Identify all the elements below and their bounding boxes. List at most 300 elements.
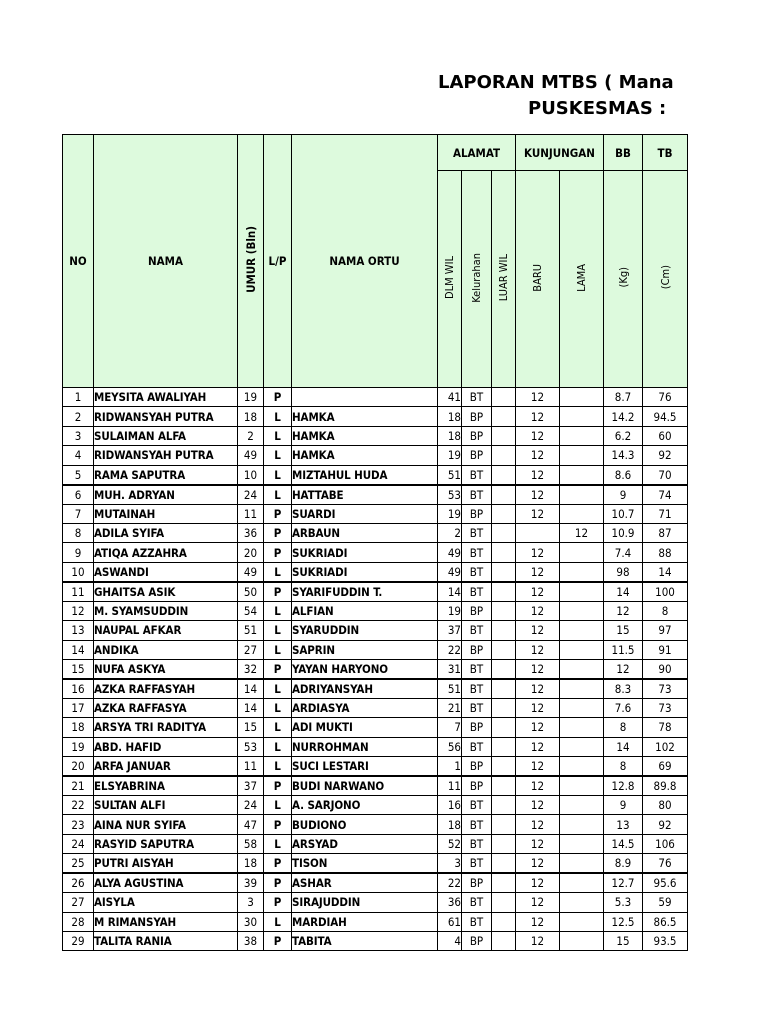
cell-umur: 19 <box>238 388 264 407</box>
cell-baru: 12 <box>516 465 560 485</box>
cell-nama-ortu: YAYAN HARYONO <box>292 659 438 679</box>
cell-kelurahan: BP <box>462 407 492 426</box>
cell-kelurahan: BT <box>462 815 492 834</box>
col-header-bb: BB <box>604 135 643 171</box>
table-row <box>63 932 688 951</box>
cell-baru: 12 <box>516 640 560 659</box>
cell-dlm-wil: 21 <box>438 698 462 717</box>
cell-kelurahan: BT <box>462 621 492 640</box>
cell-no: 25 <box>63 854 94 874</box>
cell-no: 2 <box>63 407 94 426</box>
cell-dlm-wil: 36 <box>438 893 462 912</box>
cell-umur: 15 <box>238 718 264 737</box>
cell-tb: 91 <box>643 640 688 659</box>
cell-nama: ARFA JANUAR <box>94 757 238 777</box>
cell-luar-wil <box>492 796 516 815</box>
col-header-umur-label: UMUR (Bln) <box>243 226 258 293</box>
cell-nama-ortu: SUARDI <box>292 504 438 523</box>
cell-nama: RIDWANSYAH PUTRA <box>94 407 238 426</box>
cell-nama-ortu: MARDIAH <box>292 912 438 931</box>
cell-nama: SULTAN ALFI <box>94 796 238 815</box>
cell-lama <box>560 698 604 717</box>
cell-nama: GHAITSA ASIK <box>94 582 238 602</box>
cell-lama <box>560 912 604 931</box>
cell-lp: L <box>264 718 292 737</box>
cell-umur: 49 <box>238 562 264 582</box>
cell-dlm-wil: 18 <box>438 407 462 426</box>
cell-tb: 78 <box>643 718 688 737</box>
cell-lama <box>560 893 604 912</box>
col-header-bb-unit <box>604 171 643 388</box>
cell-tb: 76 <box>643 388 688 407</box>
cell-bb: 12.7 <box>604 873 643 893</box>
cell-bb: 98 <box>604 562 643 582</box>
cell-luar-wil <box>492 562 516 582</box>
cell-kelurahan: BT <box>462 543 492 562</box>
cell-no: 27 <box>63 893 94 912</box>
cell-dlm-wil: 31 <box>438 659 462 679</box>
col-header-kelurahan <box>462 171 492 388</box>
cell-nama-ortu: A. SARJONO <box>292 796 438 815</box>
cell-dlm-wil: 7 <box>438 718 462 737</box>
cell-lama <box>560 834 604 853</box>
cell-dlm-wil: 18 <box>438 815 462 834</box>
cell-lp: L <box>264 640 292 659</box>
cell-umur: 11 <box>238 504 264 523</box>
cell-lp: L <box>264 796 292 815</box>
cell-lp: P <box>264 543 292 562</box>
cell-bb: 10.7 <box>604 504 643 523</box>
cell-no: 5 <box>63 465 94 485</box>
cell-nama-ortu: ARSYAD <box>292 834 438 853</box>
cell-tb: 102 <box>643 737 688 756</box>
cell-lama <box>560 426 604 445</box>
cell-bb: 12 <box>604 601 643 620</box>
cell-no: 17 <box>63 698 94 717</box>
cell-kelurahan: BT <box>462 465 492 485</box>
cell-bb: 14.5 <box>604 834 643 853</box>
cell-tb: 70 <box>643 465 688 485</box>
cell-nama: ANDIKA <box>94 640 238 659</box>
cell-tb: 100 <box>643 582 688 602</box>
cell-baru: 12 <box>516 834 560 853</box>
cell-luar-wil <box>492 834 516 853</box>
table-body <box>63 388 688 951</box>
cell-nama: MUH. ADRYAN <box>94 485 238 505</box>
cell-no: 16 <box>63 679 94 699</box>
col-header-dlm-wil <box>438 171 462 388</box>
cell-bb: 8 <box>604 718 643 737</box>
cell-nama-ortu: ARBAUN <box>292 523 438 542</box>
cell-nama: ADILA SYIFA <box>94 523 238 542</box>
col-header-bb-unit-label: (Kg) <box>616 267 630 288</box>
cell-tb: 89.8 <box>643 776 688 796</box>
cell-lama <box>560 737 604 756</box>
cell-umur: 10 <box>238 465 264 485</box>
cell-no: 11 <box>63 582 94 602</box>
cell-no: 22 <box>63 796 94 815</box>
cell-nama-ortu: SYARUDDIN <box>292 621 438 640</box>
cell-nama: RIDWANSYAH PUTRA <box>94 446 238 465</box>
cell-bb: 5.3 <box>604 893 643 912</box>
cell-no: 23 <box>63 815 94 834</box>
cell-umur: 49 <box>238 446 264 465</box>
cell-baru: 12 <box>516 659 560 679</box>
cell-no: 12 <box>63 601 94 620</box>
cell-nama-ortu: BUDIONO <box>292 815 438 834</box>
cell-dlm-wil: 41 <box>438 388 462 407</box>
table-row <box>63 426 688 445</box>
cell-luar-wil <box>492 504 516 523</box>
cell-tb: 76 <box>643 854 688 874</box>
cell-umur: 58 <box>238 834 264 853</box>
cell-kelurahan: BT <box>462 893 492 912</box>
cell-lama <box>560 815 604 834</box>
cell-nama-ortu: SUKRIADI <box>292 562 438 582</box>
cell-baru: 12 <box>516 718 560 737</box>
table-row <box>63 562 688 582</box>
cell-tb: 87 <box>643 523 688 542</box>
table-row <box>63 815 688 834</box>
cell-nama: ABD. HAFID <box>94 737 238 756</box>
cell-no: 29 <box>63 932 94 951</box>
cell-bb: 8.6 <box>604 465 643 485</box>
cell-baru: 12 <box>516 932 560 951</box>
cell-baru: 12 <box>516 562 560 582</box>
cell-luar-wil <box>492 718 516 737</box>
cell-umur: 38 <box>238 932 264 951</box>
cell-lama <box>560 465 604 485</box>
cell-bb: 8.9 <box>604 854 643 874</box>
cell-luar-wil <box>492 407 516 426</box>
table-row <box>63 796 688 815</box>
cell-lama <box>560 621 604 640</box>
cell-baru: 12 <box>516 912 560 931</box>
cell-baru: 12 <box>516 757 560 777</box>
cell-umur: 51 <box>238 621 264 640</box>
cell-luar-wil <box>492 932 516 951</box>
cell-dlm-wil: 19 <box>438 504 462 523</box>
cell-bb: 9 <box>604 485 643 505</box>
cell-bb: 11.5 <box>604 640 643 659</box>
cell-dlm-wil: 16 <box>438 796 462 815</box>
cell-lp: P <box>264 504 292 523</box>
table-row <box>63 679 688 699</box>
cell-lp: L <box>264 446 292 465</box>
cell-kelurahan: BP <box>462 601 492 620</box>
cell-kelurahan: BP <box>462 873 492 893</box>
cell-umur: 14 <box>238 679 264 699</box>
cell-tb: 73 <box>643 679 688 699</box>
cell-no: 9 <box>63 543 94 562</box>
cell-tb: 97 <box>643 621 688 640</box>
cell-nama-ortu: SUCI LESTARI <box>292 757 438 777</box>
cell-bb: 9 <box>604 796 643 815</box>
cell-umur: 37 <box>238 776 264 796</box>
cell-luar-wil <box>492 698 516 717</box>
cell-lama <box>560 873 604 893</box>
cell-nama-ortu: NURROHMAN <box>292 737 438 756</box>
cell-no: 24 <box>63 834 94 853</box>
cell-umur: 3 <box>238 893 264 912</box>
table-row <box>63 465 688 485</box>
cell-dlm-wil: 56 <box>438 737 462 756</box>
cell-baru: 12 <box>516 446 560 465</box>
cell-nama: ELSYABRINA <box>94 776 238 796</box>
cell-lama <box>560 776 604 796</box>
cell-bb: 10.9 <box>604 523 643 542</box>
col-header-kelurahan-label: Kelurahan <box>470 252 483 303</box>
cell-kelurahan: BT <box>462 698 492 717</box>
cell-lp: P <box>264 523 292 542</box>
cell-lp: L <box>264 698 292 717</box>
cell-bb: 12.8 <box>604 776 643 796</box>
cell-lama <box>560 854 604 874</box>
cell-dlm-wil: 2 <box>438 523 462 542</box>
cell-nama-ortu: HAMKA <box>292 446 438 465</box>
cell-dlm-wil: 3 <box>438 854 462 874</box>
col-header-dlm-wil-label: DLM WIL <box>443 255 456 300</box>
report-title: LAPORAN MTBS ( Mana <box>438 72 674 93</box>
cell-tb: 60 <box>643 426 688 445</box>
cell-nama-ortu: SUKRIADI <box>292 543 438 562</box>
cell-bb: 14.3 <box>604 446 643 465</box>
cell-lp: P <box>264 776 292 796</box>
cell-kelurahan: BT <box>462 582 492 602</box>
table-row <box>63 582 688 602</box>
table-row <box>63 757 688 777</box>
cell-baru: 12 <box>516 504 560 523</box>
cell-baru: 12 <box>516 601 560 620</box>
cell-bb: 7.6 <box>604 698 643 717</box>
cell-nama: RASYID SAPUTRA <box>94 834 238 853</box>
cell-baru: 12 <box>516 737 560 756</box>
table-row <box>63 485 688 505</box>
cell-no: 13 <box>63 621 94 640</box>
table-row <box>63 504 688 523</box>
mtbs-report-table <box>62 134 688 951</box>
cell-nama: AZKA RAFFASYA <box>94 698 238 717</box>
cell-lama <box>560 562 604 582</box>
cell-lama <box>560 640 604 659</box>
cell-bb: 13 <box>604 815 643 834</box>
cell-nama: MUTAINAH <box>94 504 238 523</box>
cell-lama: 12 <box>560 523 604 542</box>
cell-umur: 36 <box>238 523 264 542</box>
cell-no: 10 <box>63 562 94 582</box>
cell-no: 28 <box>63 912 94 931</box>
cell-tb: 80 <box>643 796 688 815</box>
cell-lp: L <box>264 465 292 485</box>
cell-lp: L <box>264 621 292 640</box>
cell-bb: 7.4 <box>604 543 643 562</box>
cell-nama: AISYLA <box>94 893 238 912</box>
cell-no: 7 <box>63 504 94 523</box>
cell-nama-ortu: ARDIASYA <box>292 698 438 717</box>
cell-no: 1 <box>63 388 94 407</box>
cell-nama: RAMA SAPUTRA <box>94 465 238 485</box>
cell-bb: 14 <box>604 582 643 602</box>
cell-baru: 12 <box>516 485 560 505</box>
cell-baru: 12 <box>516 621 560 640</box>
cell-tb: 95.6 <box>643 873 688 893</box>
cell-kelurahan: BP <box>462 757 492 777</box>
cell-lama <box>560 718 604 737</box>
cell-luar-wil <box>492 582 516 602</box>
cell-bb: 15 <box>604 932 643 951</box>
cell-umur: 53 <box>238 737 264 756</box>
cell-nama-ortu: ADI MUKTI <box>292 718 438 737</box>
cell-luar-wil <box>492 737 516 756</box>
cell-kelurahan: BT <box>462 523 492 542</box>
cell-nama-ortu: SIRAJUDDIN <box>292 893 438 912</box>
cell-kelurahan: BT <box>462 796 492 815</box>
cell-lp: L <box>264 485 292 505</box>
cell-nama: ALYA AGUSTINA <box>94 873 238 893</box>
cell-luar-wil <box>492 815 516 834</box>
cell-lp: P <box>264 854 292 874</box>
cell-no: 21 <box>63 776 94 796</box>
cell-nama: M RIMANSYAH <box>94 912 238 931</box>
cell-dlm-wil: 19 <box>438 446 462 465</box>
col-header-lama <box>560 171 604 388</box>
cell-nama-ortu: ADRIYANSYAH <box>292 679 438 699</box>
cell-lp: P <box>264 388 292 407</box>
cell-bb: 8.7 <box>604 388 643 407</box>
cell-baru: 12 <box>516 679 560 699</box>
cell-no: 4 <box>63 446 94 465</box>
table-row <box>63 834 688 853</box>
cell-tb: 106 <box>643 834 688 853</box>
cell-nama: NUFA ASKYA <box>94 659 238 679</box>
cell-kelurahan: BP <box>462 718 492 737</box>
cell-dlm-wil: 18 <box>438 426 462 445</box>
cell-no: 18 <box>63 718 94 737</box>
cell-umur: 18 <box>238 854 264 874</box>
cell-nama: PUTRI AISYAH <box>94 854 238 874</box>
table-row <box>63 621 688 640</box>
cell-kelurahan: BP <box>462 776 492 796</box>
cell-kelurahan: BT <box>462 834 492 853</box>
cell-dlm-wil: 1 <box>438 757 462 777</box>
cell-lama <box>560 485 604 505</box>
table-row <box>63 854 688 874</box>
cell-kelurahan: BT <box>462 659 492 679</box>
cell-no: 26 <box>63 873 94 893</box>
cell-lama <box>560 543 604 562</box>
cell-luar-wil <box>492 679 516 699</box>
cell-dlm-wil: 22 <box>438 873 462 893</box>
cell-tb: 14 <box>643 562 688 582</box>
cell-nama-ortu: TISON <box>292 854 438 874</box>
cell-umur: 11 <box>238 757 264 777</box>
cell-tb: 71 <box>643 504 688 523</box>
cell-bb: 8 <box>604 757 643 777</box>
cell-bb: 14.2 <box>604 407 643 426</box>
table-row <box>63 388 688 407</box>
col-header-nama-ortu: NAMA ORTU <box>292 135 438 388</box>
cell-dlm-wil: 19 <box>438 601 462 620</box>
cell-nama-ortu: HAMKA <box>292 407 438 426</box>
cell-kelurahan: BT <box>462 562 492 582</box>
cell-kelurahan: BT <box>462 388 492 407</box>
cell-lp: L <box>264 834 292 853</box>
cell-dlm-wil: 51 <box>438 679 462 699</box>
cell-no: 14 <box>63 640 94 659</box>
cell-kelurahan: BP <box>462 932 492 951</box>
cell-baru <box>516 523 560 542</box>
cell-dlm-wil: 11 <box>438 776 462 796</box>
cell-nama-ortu: BUDI NARWANO <box>292 776 438 796</box>
cell-bb: 12.5 <box>604 912 643 931</box>
cell-dlm-wil: 37 <box>438 621 462 640</box>
cell-lama <box>560 407 604 426</box>
cell-luar-wil <box>492 873 516 893</box>
table-row <box>63 873 688 893</box>
cell-nama-ortu: HATTABE <box>292 485 438 505</box>
table-row <box>63 718 688 737</box>
col-header-luar-wil-label: LUAR WIL <box>497 253 510 302</box>
cell-luar-wil <box>492 426 516 445</box>
cell-nama-ortu <box>292 388 438 407</box>
cell-dlm-wil: 4 <box>438 932 462 951</box>
cell-dlm-wil: 49 <box>438 543 462 562</box>
cell-luar-wil <box>492 523 516 542</box>
col-header-lp: L/P <box>264 135 292 388</box>
cell-luar-wil <box>492 543 516 562</box>
cell-umur: 54 <box>238 601 264 620</box>
cell-tb: 92 <box>643 446 688 465</box>
col-header-baru <box>516 171 560 388</box>
cell-dlm-wil: 22 <box>438 640 462 659</box>
cell-no: 6 <box>63 485 94 505</box>
cell-luar-wil <box>492 601 516 620</box>
cell-lp: L <box>264 737 292 756</box>
cell-lp: L <box>264 407 292 426</box>
table-row <box>63 446 688 465</box>
cell-lama <box>560 796 604 815</box>
cell-no: 20 <box>63 757 94 777</box>
cell-baru: 12 <box>516 388 560 407</box>
cell-no: 8 <box>63 523 94 542</box>
cell-kelurahan: BP <box>462 504 492 523</box>
cell-baru: 12 <box>516 776 560 796</box>
cell-baru: 12 <box>516 543 560 562</box>
cell-nama-ortu: SYARIFUDDIN T. <box>292 582 438 602</box>
cell-umur: 47 <box>238 815 264 834</box>
cell-lp: L <box>264 426 292 445</box>
cell-lp: P <box>264 932 292 951</box>
cell-tb: 86.5 <box>643 912 688 931</box>
cell-dlm-wil: 53 <box>438 485 462 505</box>
cell-umur: 20 <box>238 543 264 562</box>
cell-baru: 12 <box>516 698 560 717</box>
cell-baru: 12 <box>516 815 560 834</box>
cell-luar-wil <box>492 485 516 505</box>
cell-tb: 69 <box>643 757 688 777</box>
cell-kelurahan: BT <box>462 679 492 699</box>
cell-kelurahan: BT <box>462 485 492 505</box>
cell-luar-wil <box>492 757 516 777</box>
cell-nama: ASWANDI <box>94 562 238 582</box>
cell-lama <box>560 388 604 407</box>
cell-luar-wil <box>492 912 516 931</box>
cell-lama <box>560 659 604 679</box>
cell-luar-wil <box>492 854 516 874</box>
report-subtitle-puskesmas: PUSKESMAS : <box>528 98 667 119</box>
cell-no: 3 <box>63 426 94 445</box>
table-row <box>63 523 688 542</box>
